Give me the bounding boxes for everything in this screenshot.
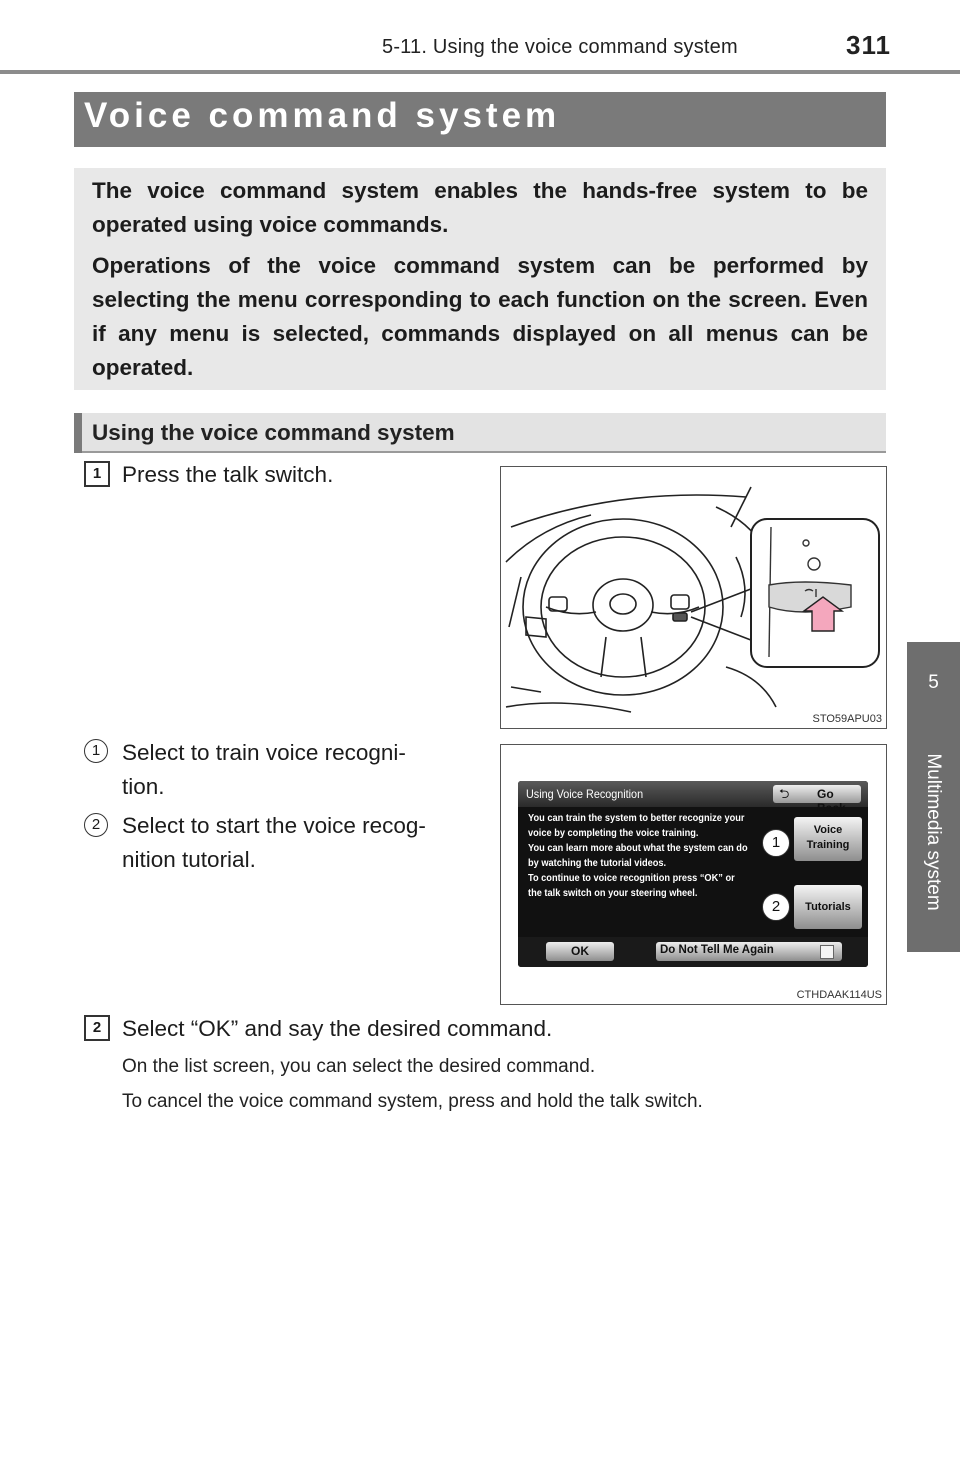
- back-arrow-icon: ⮌: [779, 786, 790, 801]
- screen-line-5: To continue to voice recognition press “OK” or: [528, 872, 735, 884]
- screen-message: [528, 811, 766, 901]
- intro-paragraph-1: The voice command system enables the hands-free system to be operated using voice commands.: [92, 178, 868, 237]
- voice-training-button[interactable]: [794, 817, 862, 861]
- callout-2-line-1: Select to start the voice recog-: [122, 813, 426, 838]
- header-rule: [0, 70, 960, 74]
- steering-wheel-figure: [500, 466, 887, 729]
- go-back-label: Go Back: [817, 787, 846, 815]
- step-2-note-2: To cancel the voice command system, press and hold the talk switch.: [122, 1091, 703, 1112]
- chapter-label: Multimedia system: [923, 753, 944, 911]
- voice-recognition-screen-figure: [500, 744, 887, 1005]
- intro-paragraph-2: Operations of the voice command system can be performed by selecting the menu corresponding to each function on the screen. Even if any menu is selected, commands displayed on all menus can be operated.: [92, 253, 868, 380]
- figure-2-code: CTHDAAK114US: [796, 989, 882, 1001]
- screen-line-1: You can train the system to better recognize your: [528, 812, 745, 824]
- do-not-tell-label: Do Not Tell Me Again: [660, 944, 774, 956]
- ok-button[interactable]: OK: [546, 942, 614, 961]
- callout-number-1: 1: [84, 739, 108, 763]
- page-number: 311: [846, 30, 891, 60]
- running-header-title: 5-11. Using the voice command system: [382, 36, 738, 58]
- go-back-button[interactable]: [773, 785, 861, 815]
- screen-title: Using Voice Recognition: [526, 787, 644, 801]
- do-not-tell-button[interactable]: [656, 942, 842, 961]
- callout-2-line-2: nition tutorial.: [122, 847, 256, 872]
- step-2-text: Select “OK” and say the desired command.: [122, 1016, 553, 1041]
- screen-line-6: the talk switch on your steering wheel.: [528, 887, 698, 899]
- callout-1-line-1: Select to train voice recogni-: [122, 740, 406, 765]
- marker-2: 2: [762, 893, 790, 921]
- screen-line-4: by watching the tutorial videos.: [528, 857, 667, 869]
- screen-line-3: You can learn more about what the system can do: [528, 842, 748, 854]
- callout-number-2: 2: [84, 813, 108, 837]
- intro-box: [74, 168, 886, 390]
- callout-1-line-2: tion.: [122, 774, 165, 799]
- figure-1-code: STO59APU03: [812, 713, 882, 725]
- subsection-marker: [74, 413, 82, 453]
- screen-line-2: voice by completing the voice training.: [528, 827, 699, 839]
- voice-training-line-1: Voice: [813, 824, 843, 836]
- step-2-note-1: On the list screen, you can select the desired command.: [122, 1056, 596, 1077]
- screen-display: [518, 781, 868, 967]
- chapter-number: 5: [928, 672, 939, 693]
- section-title: Voice command system: [84, 96, 561, 135]
- do-not-tell-checkbox[interactable]: [820, 945, 834, 959]
- tutorials-button[interactable]: Tutorials: [794, 885, 862, 929]
- step-number-1: 1: [84, 461, 110, 487]
- voice-training-line-2: Training: [806, 839, 850, 851]
- step-1-text: Press the talk switch.: [122, 462, 334, 487]
- marker-1: 1: [762, 829, 790, 857]
- step-number-2: 2: [84, 1015, 110, 1041]
- steering-wheel-illustration: [501, 467, 886, 728]
- subsection-title: Using the voice command system: [92, 420, 455, 445]
